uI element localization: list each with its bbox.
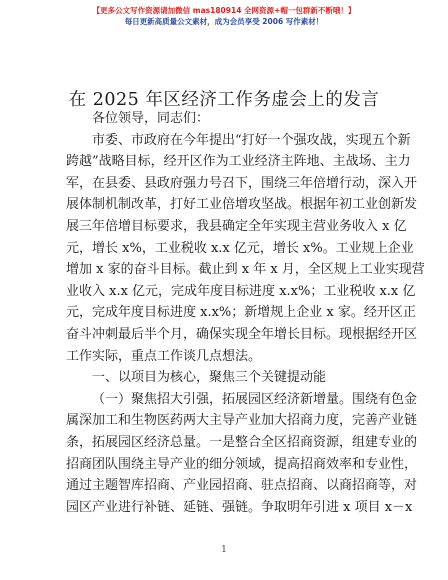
body-text-line: 展体制机制改革，打好工业倍增攻坚战。根据年初工业创新发 xyxy=(66,197,418,213)
body-text-line: 条，拓展园区经济总量。一是整合全区招商资源，组建专业的 xyxy=(66,434,418,450)
banner-membership-line: 每日更新高质量公文素材，成为会员享受 2006 写作素材！ xyxy=(124,17,324,26)
promo-banner xyxy=(0,6,448,27)
body-text-line: 通过主题智库招商、产业园招商、驻点招商、以商招商等，对 xyxy=(66,478,418,494)
body-text-line: 奋斗冲刺最后半个月，确保实现全年增长目标。现根据经开区 xyxy=(66,326,418,342)
body-text-line: 元，完成年度目标进度 x.x%；新增规上企业 x 家。经开区正 xyxy=(66,305,416,321)
body-text-line: （一）聚焦招大引强，拓展园区经济新增量。围绕有色金 xyxy=(92,391,418,407)
body-text-line: 元，增长 x%，工业税收 x.x 亿元，增长 x%。工业规上企业 xyxy=(66,240,414,256)
body-text-line: 属深加工和生物医药两大主导产业加大招商力度，完善产业链 xyxy=(66,413,418,429)
body-text-line: 增加 x 家的奋斗目标。截止到 x 年 x 月，全区规上工业实现营 xyxy=(66,262,425,278)
body-text-line: 跨越”战略目标，经开区作为工业经济主阵地、主战场、主力 xyxy=(66,154,411,170)
body-text-line: 工作实际，重点工作谈几点想法。 xyxy=(66,348,262,364)
body-text-line: 市委、市政府在今年提出“打好一个强攻战，实现五个新 xyxy=(92,132,411,148)
body-text-line: 一、以项目为核心，聚焦三个关键提动能 xyxy=(92,370,327,386)
document-body xyxy=(66,108,425,518)
body-text-line: 军，在县委、县政府强力号召下，围绕三年倍增行动，深入开 xyxy=(66,175,418,191)
body-text-line: 业收入 x.x 亿元，完成年度目标进度 x.x%；工业税收 x.x 亿 xyxy=(66,283,416,299)
document-title: 在 2025 年区经济工作务虚会上的发言 xyxy=(68,90,380,110)
page-number: 1 xyxy=(221,545,227,555)
body-text-line: 招商团队围绕主导产业的细分领域，提高招商效率和专业性， xyxy=(66,456,418,472)
body-text-line: 各位领导，同志们： xyxy=(92,111,210,126)
body-text-line: 展三年倍增目标要求，我县确定全年实现主营业务收入 x 亿 xyxy=(66,218,407,234)
body-text-line: 园区产业进行补链、延链、强链。争取明年引进 x 项目 x－x xyxy=(66,499,413,515)
banner-contact-line: 【更多公文写作资源请加微信 mas180914 全网资源+帽一包群新不断哦！】 xyxy=(92,6,356,15)
